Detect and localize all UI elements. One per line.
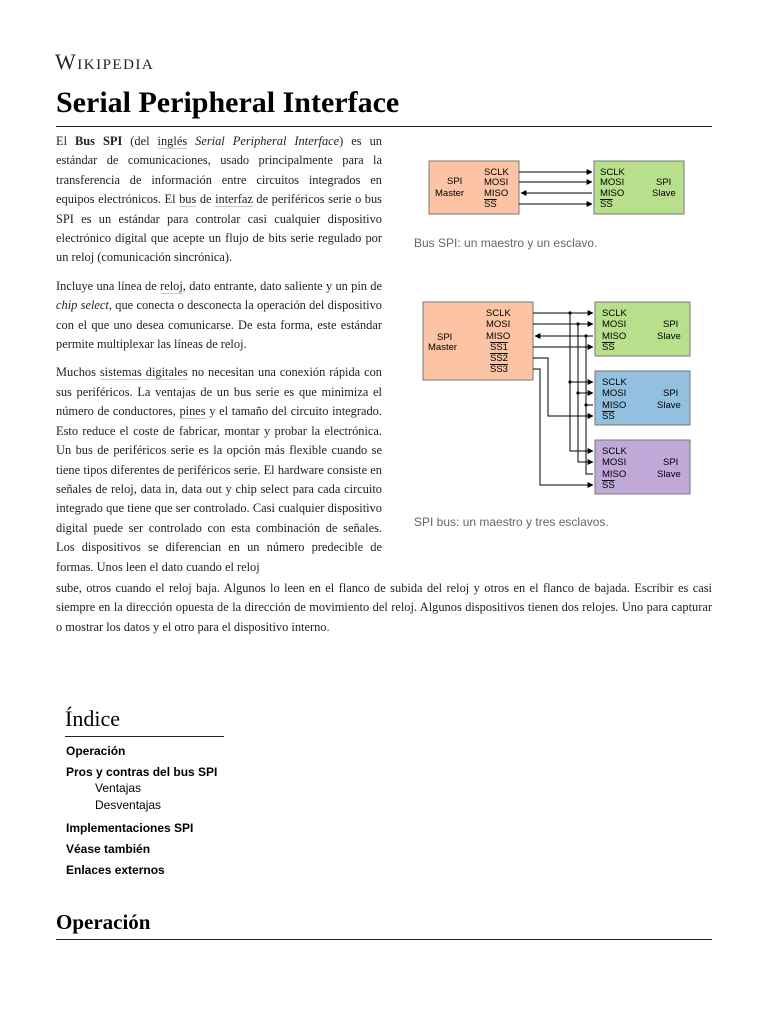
slave1-pin-mosi: MOSI — [602, 319, 627, 330]
master-label-2: Master — [428, 342, 458, 353]
slave1-pin-sclk: SCLK — [602, 308, 627, 319]
slave3-pin-miso: MISO — [602, 469, 627, 480]
toc-title: Índice — [65, 706, 120, 731]
master-pin-ss2: SS2 — [490, 353, 508, 364]
section-heading-operacion: Operación — [56, 910, 151, 934]
toc-item-operacion[interactable]: Operación — [66, 744, 126, 758]
intro-text — [56, 132, 382, 577]
title-divider — [56, 126, 712, 127]
wikipedia-logo[interactable]: Wikipedia — [55, 49, 155, 74]
toc-item-desventajas[interactable]: Desventajas — [95, 798, 162, 812]
paragraph-3: Muchos sistemas digitales no necesitan una conexión rápida con sus periféricos. La ventajas de un bus serie es que minimiza el número de conductores, pines y el tamaño del circuito integrado. Esto reduce el coste de fabricar, montar y probar la electrónica. Un bus de periféricos serie es la opción más flexible cuando se tiene tipos diferentes de periféricos serie. El hardware consiste en señales de reloj, data in, data out y chip select para cada circuito integrado que tiene que ser controlado. Casi cualquier dispositivo digital puede ser controlado con esta combinación de señales. Los dispositivos se diferencian en un número predecible de formas. Unos leen el dato cuando el reloj — [56, 365, 382, 574]
slave2-pin-miso: MISO — [602, 400, 627, 411]
italic-chip-select: chip select — [56, 298, 109, 313]
slave2-pin-ss: SS — [602, 411, 615, 422]
bus-wires — [533, 313, 593, 485]
page-title: Serial Peripheral Interface — [56, 86, 400, 119]
toc-item-pros-contras[interactable]: Pros y contras del bus SPI — [66, 765, 218, 779]
master-pin-ss: SS — [484, 199, 497, 210]
toc-item-implementaciones[interactable]: Implementaciones SPI — [66, 821, 194, 835]
master-pin-miso: MISO — [484, 188, 509, 199]
master-pin-sclk: SCLK — [484, 167, 509, 178]
master-label-2: Master — [435, 188, 465, 199]
paragraph-3-continued: sube, otros cuando el reloj baja. Algunos lo leen en el flanco de subida del reloj y otros en el flanco de bajada. Escribir es casi siempre en la dirección opuesta de la dirección de movimiento del reloj. Algunos dispositivos tienen dos relojes. Uno para capturar o mostrar los datos y el otro para el dispositivo interno. — [56, 581, 712, 634]
link-bus[interactable]: bus — [179, 192, 197, 207]
bold-term: Bus SPI — [75, 134, 123, 148]
slave-label-2: Slave — [652, 188, 676, 199]
link-ingles[interactable]: inglés — [157, 134, 188, 148]
slave2-label-1: SPI — [663, 388, 679, 399]
toc-title-divider — [65, 736, 224, 737]
slave2-pin-mosi: MOSI — [602, 388, 627, 399]
master-pin-miso: MISO — [486, 331, 511, 342]
slave-pin-mosi: MOSI — [600, 177, 625, 188]
slave3-pin-ss: SS — [602, 480, 615, 491]
master-pin-sclk: SCLK — [486, 308, 511, 319]
intro-text-full-width — [56, 579, 712, 637]
paragraph-1: El Bus SPI (del inglés Serial Peripheral Interface) es un estándar de comunicaciones, usado principalmente para la transferencia de información entre circuitos integrados en equipos electrónicos. El bus de interfaz de periféricos serie o bus SPI es un estándar para controlar casi cualquier dispositivo electrónico digital que acepte un flujo de bits serie regulado por un reloj (comunicación sincrónica). — [56, 134, 382, 265]
slave3-pin-mosi: MOSI — [602, 457, 627, 468]
slave-pin-ss: SS — [600, 199, 613, 210]
paragraph-2: Incluye una línea de reloj, dato entrante, dato saliente y un pin de chip select, que conecta o desconecta la operación del dispositivo con el que uno desea comunicarse. De esta forma, este estándar permite multiplexar las líneas de reloj. — [56, 278, 383, 352]
spi-diagram-1 — [428, 158, 688, 218]
slave2-pin-sclk: SCLK — [602, 377, 627, 388]
link-reloj[interactable]: reloj — [160, 278, 183, 293]
master-pin-ss1: SS1 — [490, 342, 508, 353]
slave1-label-1: SPI — [663, 319, 679, 330]
link-interfaz[interactable]: interfaz — [215, 192, 253, 207]
slave3-label-1: SPI — [663, 457, 679, 468]
master-label-1: SPI — [437, 332, 453, 343]
slave3-pin-sclk: SCLK — [602, 446, 627, 457]
slave1-pin-ss: SS — [602, 342, 615, 353]
master-pin-mosi: MOSI — [486, 319, 511, 330]
slave-pin-sclk: SCLK — [600, 167, 625, 178]
link-pines[interactable]: pines — [179, 404, 206, 419]
master-pin-mosi: MOSI — [484, 177, 509, 188]
italic-term: Serial Peripheral Interface — [195, 134, 340, 148]
slave2-label-2: Slave — [657, 400, 681, 411]
section-divider — [56, 939, 712, 940]
figure-spi-three-slaves — [420, 300, 695, 500]
slave1-pin-miso: MISO — [602, 331, 627, 342]
toc-item-ventajas[interactable]: Ventajas — [95, 781, 142, 795]
slave-pin-miso: MISO — [600, 188, 625, 199]
toc-item-enlaces-externos[interactable]: Enlaces externos — [66, 863, 165, 877]
figure-2-caption: SPI bus: un maestro y tres esclavos. — [414, 515, 609, 529]
spi-diagram-2 — [420, 300, 695, 500]
figure-1-caption: Bus SPI: un maestro y un esclavo. — [414, 236, 598, 250]
slave3-label-2: Slave — [657, 469, 681, 480]
master-label-1: SPI — [447, 176, 463, 187]
link-sistemas-digitales[interactable]: sistemas digitales — [99, 365, 188, 380]
slave-label-1: SPI — [656, 177, 672, 188]
toc-item-vease-tambien[interactable]: Véase también — [66, 842, 151, 856]
master-pin-ss3: SS3 — [490, 364, 508, 375]
slave1-label-2: Slave — [657, 331, 681, 342]
figure-spi-one-slave — [428, 158, 688, 218]
